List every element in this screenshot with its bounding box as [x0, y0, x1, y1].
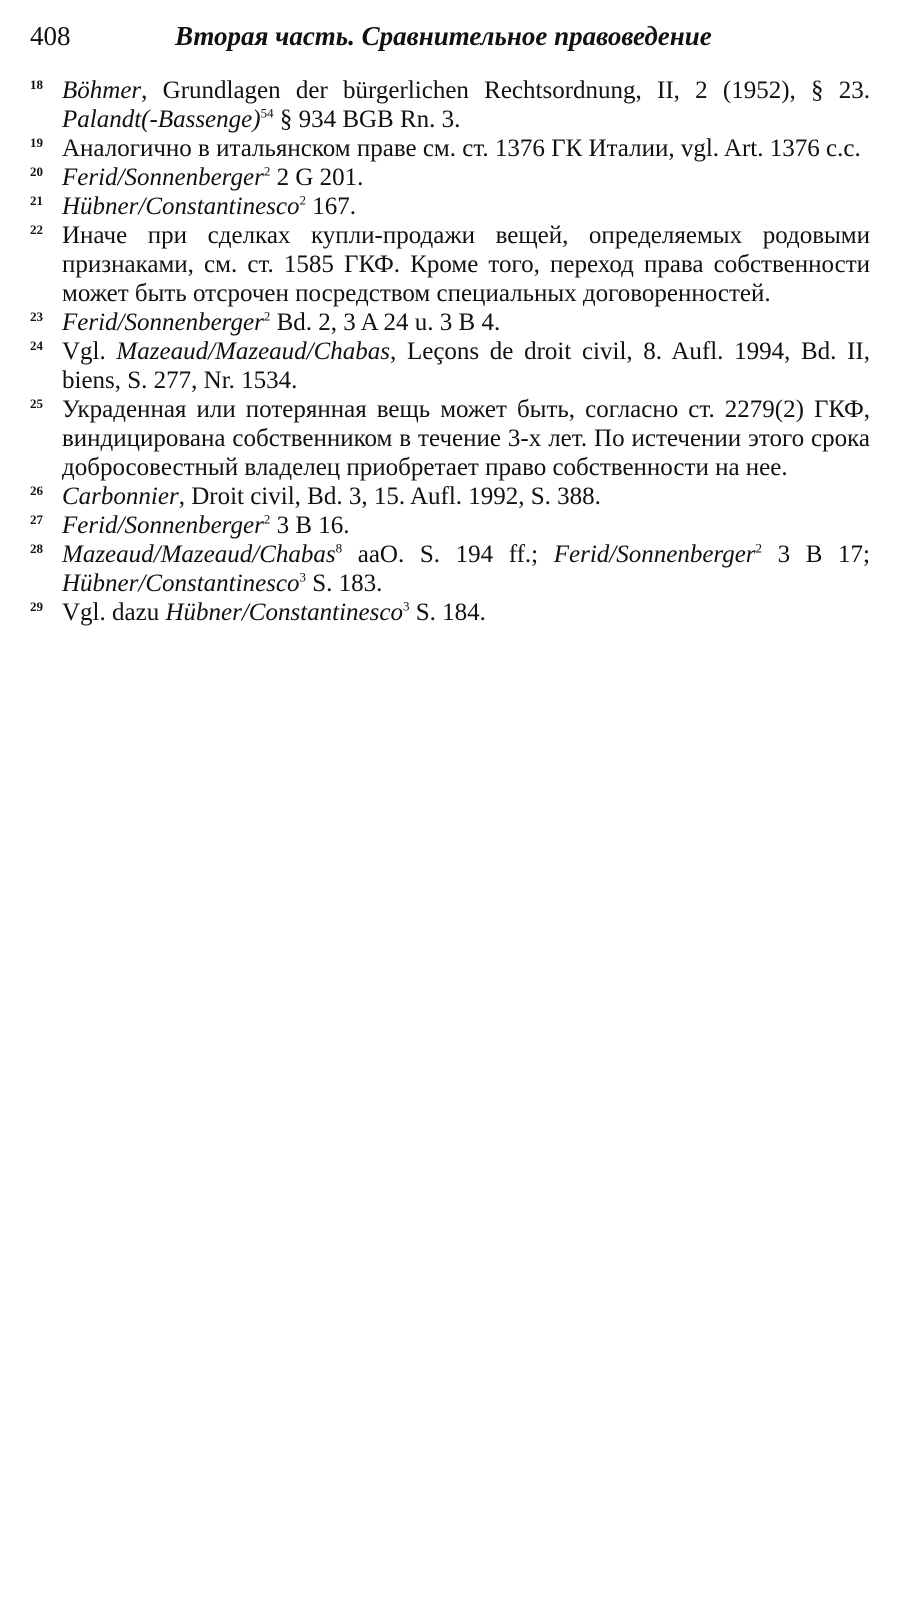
- author-name: Hübner/Constantinesco: [62, 570, 300, 597]
- edition-superscript: 54: [260, 105, 274, 121]
- footnote-number: 22: [30, 222, 43, 237]
- edition-superscript: 2: [263, 308, 271, 324]
- footnote: [30, 163, 870, 192]
- footnote-text-segment: Vgl.: [62, 338, 117, 365]
- footnote-text-segment: 2 G 201.: [270, 164, 364, 191]
- footnote-text-segment: 3 B 17;: [762, 541, 871, 568]
- footnote-number: 21: [30, 193, 43, 208]
- footnote-text-segment: 167.: [306, 193, 356, 220]
- footnote-number: 18: [30, 77, 43, 92]
- edition-superscript: 8: [335, 540, 343, 556]
- edition-superscript: 2: [263, 163, 271, 179]
- footnote-text: [62, 135, 861, 162]
- author-name: Ferid/Sonnenberger: [62, 309, 264, 336]
- footnote: [30, 337, 870, 395]
- author-name: Ferid/Sonnenberger: [62, 164, 264, 191]
- page-number: 408: [30, 21, 71, 51]
- footnote: [30, 482, 870, 511]
- footnote-text: [62, 599, 486, 626]
- author-name: Mazeaud/Mazeaud/Chabas: [116, 338, 391, 365]
- footnote: [30, 540, 870, 598]
- footnote-text: [62, 309, 500, 336]
- footnote-text: [62, 396, 870, 481]
- footnote-text-segment: , Droit civil, Bd. 3, 15. Aufl. 1992, S. 388.: [178, 483, 601, 510]
- edition-superscript: 2: [755, 540, 763, 556]
- footnote: [30, 76, 870, 134]
- footnote: [30, 192, 870, 221]
- footnote-number: 27: [30, 512, 43, 527]
- edition-superscript: 3: [299, 569, 306, 585]
- footnote-text: [62, 193, 356, 220]
- footnote-text: [62, 222, 870, 307]
- footnote-number: 25: [30, 396, 43, 411]
- footnote: [30, 395, 870, 482]
- footnote-text-segment: Vgl. dazu: [62, 599, 166, 626]
- footnote-text-segment: Иначе при сделках купли-продажи вещей, определяемых родовыми признаками, см. ст. 1585 ГКФ. Кроме того, переход права собственности может быть отсрочен посредством специальных договоренностей.: [62, 222, 870, 307]
- footnote-text-segment: S. 184.: [409, 599, 486, 626]
- footnote-text-segment: S. 183.: [306, 570, 383, 597]
- edition-superscript: 2: [299, 192, 306, 208]
- author-name: Hübner/Constantinesco: [62, 193, 300, 220]
- author-name: Hübner/Constantinesco: [165, 599, 403, 626]
- page-header: [30, 16, 870, 56]
- footnote: [30, 134, 870, 163]
- footnotes-list: [30, 76, 870, 627]
- footnote-text-segment: , Grundlagen der bürgerlichen Rechtsordnung, II, 2 (1952), § 23.: [141, 77, 870, 104]
- edition-superscript: 2: [263, 511, 271, 527]
- author-name: Palandt(-Bassenge): [62, 106, 261, 133]
- footnote: [30, 511, 870, 540]
- footnote-number: 26: [30, 483, 43, 498]
- footnote-text-segment: , Leçons de droit civil, 8. Aufl. 1994, Bd. II, biens, S. 277, Nr. 1534.: [62, 338, 870, 394]
- author-name: Ferid/Sonnenberger: [553, 541, 756, 568]
- footnote-text: [62, 512, 350, 539]
- footnote-text: [62, 77, 870, 133]
- footnote: [30, 221, 870, 308]
- footnote-number: 19: [30, 135, 43, 150]
- footnote-number: 29: [30, 599, 43, 614]
- footnote: [30, 308, 870, 337]
- footnote-text: [62, 541, 870, 597]
- footnote-number: 20: [30, 164, 43, 179]
- footnote-text-segment: § 934 BGB Rn. 3.: [273, 106, 461, 133]
- footnote: [30, 598, 870, 627]
- footnote-number: 24: [30, 338, 43, 353]
- footnote-text-segment: Аналогично в итальянском праве см. ст. 1376 ГК Италии, vgl. Art. 1376 c.c.: [62, 135, 861, 162]
- footnote-text: [62, 164, 363, 191]
- footnote-number: 28: [30, 541, 43, 556]
- footnote-text-segment: aaO. S. 194 ff.;: [342, 541, 554, 568]
- footnote-number: 23: [30, 309, 43, 324]
- footnote-text-segment: 3 B 16.: [270, 512, 350, 539]
- footnote-text-segment: Bd. 2, 3 A 24 u. 3 B 4.: [270, 309, 501, 336]
- running-head: Вторая часть. Сравнительное правоведение: [175, 21, 712, 51]
- footnote-text-segment: Украденная или потерянная вещь может быть, согласно ст. 2279(2) ГКФ, виндицирована собственником в течение 3-х лет. По истечении этого срока добросовестный владелец приобретает право собственности на нее.: [62, 396, 870, 481]
- footnote-text: [62, 483, 601, 510]
- edition-superscript: 3: [402, 598, 410, 614]
- author-name: Ferid/Sonnenberger: [62, 512, 264, 539]
- footnote-text: [62, 338, 870, 394]
- author-name: Carbonnier: [62, 483, 179, 510]
- author-name: Mazeaud/Mazeaud/Chabas: [62, 541, 336, 568]
- author-name: Böhmer: [62, 77, 142, 104]
